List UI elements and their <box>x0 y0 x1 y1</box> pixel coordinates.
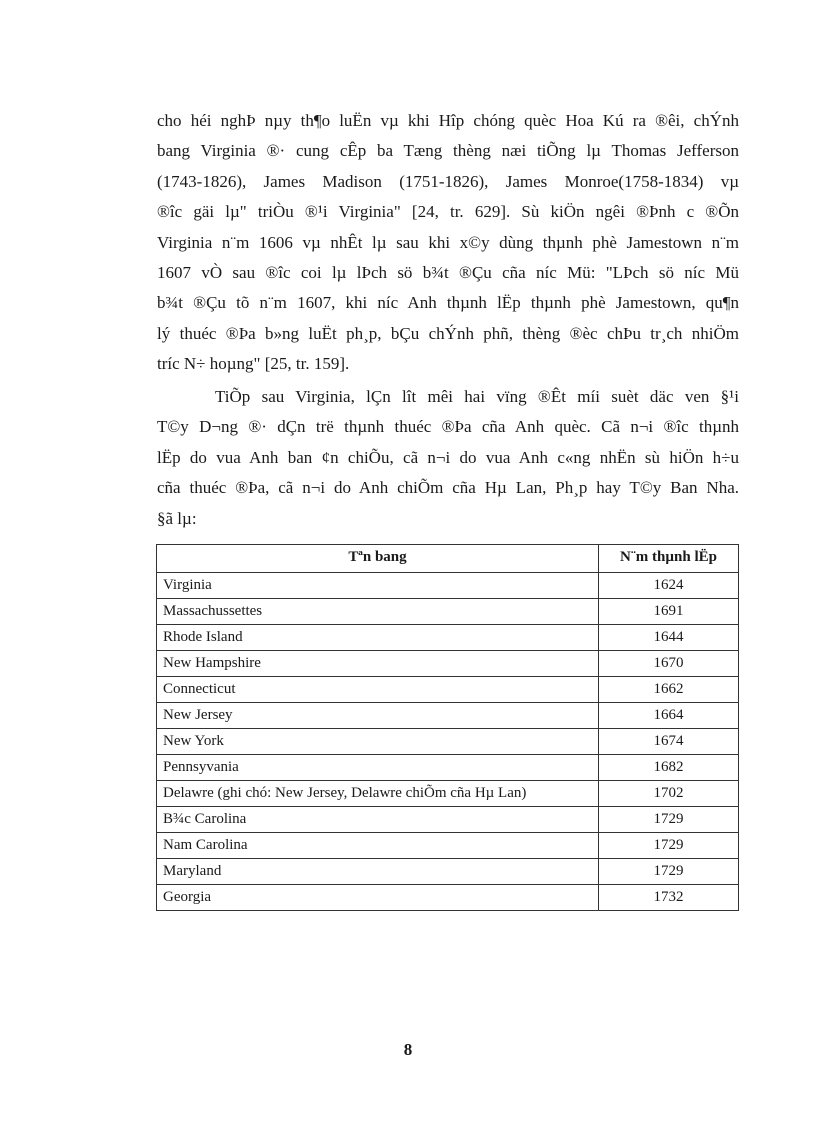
founding-year: 1682 <box>599 755 739 781</box>
states-table <box>156 544 739 911</box>
text-line: lý thuéc ®Þa b»ng luËt ph¸p, bÇu chÝnh phñ, thèng ®èc chÞu tr¸ch nhiÖm <box>157 323 739 343</box>
text-line: 1607 vÒ sau ®îc coi lµ lÞch sö b¾t ®Çu cña níc Mü: "LÞch sö níc Mü <box>157 262 739 282</box>
state-name: Rhode Island <box>157 625 599 651</box>
text-line: cho héi nghÞ nµy th¶o luËn vµ khi Hîp chóng quèc Hoa Kú ra ®êi, chÝnh <box>157 111 739 130</box>
table-row <box>157 651 739 677</box>
state-name: B¾c Carolina <box>157 807 599 833</box>
text-line: (1743-1826), James Madison (1751-1826), James Monroe(1758-1834) vµ <box>157 171 739 191</box>
founding-year: 1702 <box>599 781 739 807</box>
state-name: Massachussettes <box>157 599 599 625</box>
state-name: New York <box>157 729 599 755</box>
state-name: New Jersey <box>157 703 599 729</box>
table-row <box>157 807 739 833</box>
paragraph-1 <box>157 106 739 380</box>
table-row <box>157 755 739 781</box>
text-line: ®îc gäi lµ" triÒu ®¹i Virginia" [24, tr. 629]. Sù kiÖn ngêi ®Þnh c ®Õn <box>157 202 739 222</box>
founding-year: 1691 <box>599 599 739 625</box>
founding-year: 1729 <box>599 833 739 859</box>
table-row <box>157 859 739 885</box>
state-name: Nam Carolina <box>157 833 599 859</box>
table-header-row <box>157 545 739 573</box>
table-row <box>157 677 739 703</box>
founding-year: 1662 <box>599 677 739 703</box>
state-name: Virginia <box>157 573 599 599</box>
state-name: Pennsyvania <box>157 755 599 781</box>
table-row <box>157 781 739 807</box>
state-name: Georgia <box>157 885 599 911</box>
founding-year: 1670 <box>599 651 739 677</box>
page-number: 8 <box>403 1040 413 1059</box>
founding-year: 1664 <box>599 703 739 729</box>
text-line: Virginia n¨m 1606 vµ nhÊt lµ sau khi x©y dùng thµnh phè Jamestown n¨m <box>157 232 739 252</box>
text-line: b¾t ®Çu tõ n¨m 1607, khi níc Anh thµnh lËp thµnh phè Jamestown, qu¶n <box>157 293 739 313</box>
table-row <box>157 599 739 625</box>
header-state-name: Tªn bang <box>157 545 599 573</box>
table-row <box>157 833 739 859</box>
state-name: Connecticut <box>157 677 599 703</box>
text-line: bang Virginia ®· cung cÊp ba Tæng thèng næi tiÕng lµ Thomas Jefferson <box>157 141 739 161</box>
text-line: tríc N÷ hoµng" [25, tr. 159]. <box>157 354 350 374</box>
founding-year: 1644 <box>599 625 739 651</box>
header-founding-year: N¨m thµnh lËp <box>599 545 739 573</box>
text-line: lËp do vua Anh ban ¢n chiÕu, cã n¬i do vua Anh c«ng nhËn sù hiÖn h÷u <box>157 447 739 467</box>
founding-year: 1729 <box>599 859 739 885</box>
text-line: T©y D¬ng ®· dÇn trë thµnh thuéc ®Þa cña Anh quèc. Cã n¬i ®îc thµnh <box>157 417 739 437</box>
table-row <box>157 729 739 755</box>
table-row <box>157 703 739 729</box>
founding-year: 1732 <box>599 885 739 911</box>
paragraph-2 <box>157 382 739 534</box>
founding-year: 1729 <box>599 807 739 833</box>
text-line: cña thuéc ®Þa, cã n¬i do Anh chiÕm cña Hµ Lan, Ph¸p hay T©y Ban Nha. <box>157 478 739 498</box>
founding-year: 1624 <box>599 573 739 599</box>
founding-year: 1674 <box>599 729 739 755</box>
table-row <box>157 885 739 911</box>
table-row <box>157 573 739 599</box>
text-line: §ã lµ: <box>157 508 197 528</box>
state-name: New Hampshire <box>157 651 599 677</box>
text-line: TiÕp sau Virginia, lÇn lît mêi hai vïng ®Êt míi suèt däc ven §¹i <box>215 387 739 406</box>
state-name: Delawre (ghi chó: New Jersey, Delawre chiÕm cña Hµ Lan) <box>157 781 599 807</box>
table-row <box>157 625 739 651</box>
state-name: Maryland <box>157 859 599 885</box>
